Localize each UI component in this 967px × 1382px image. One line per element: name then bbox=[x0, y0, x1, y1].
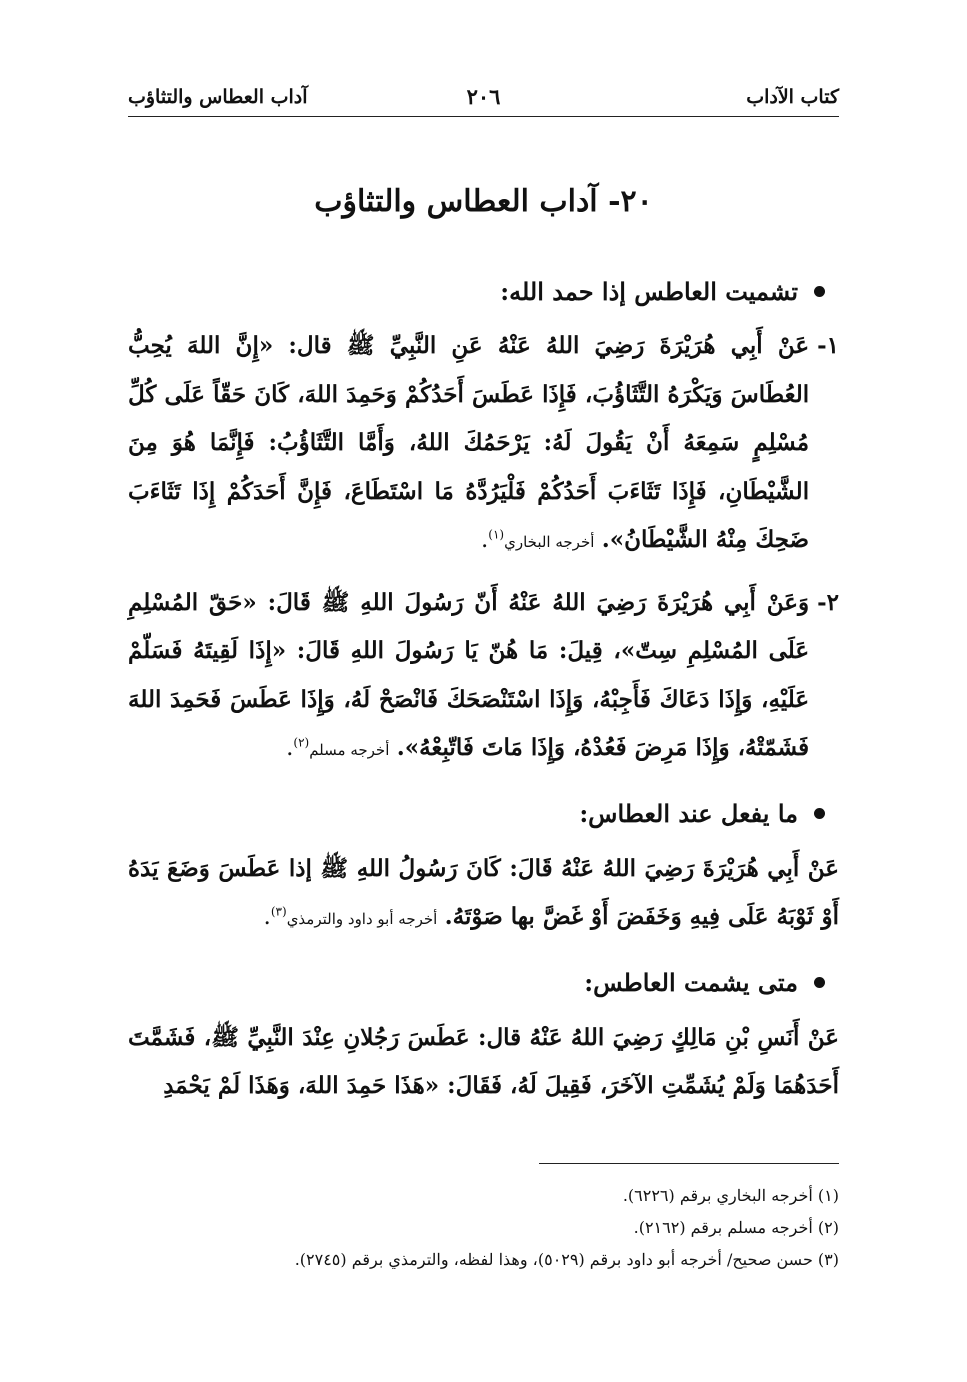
footnote-2: (٢) أخرجه مسلم برقم (٢١٦٢). bbox=[633, 1218, 839, 1237]
footnote-1: (١) أخرجه البخاري برقم (٦٢٢٦). bbox=[622, 1186, 839, 1205]
hadith-text: عَنْ أَبِي هُرَيْرَةَ رَضِيَ اللهُ عَنْهُ عَنِ النَّبِيِّ ﷺ قال: «إِنَّ اللهَ يُحِبُّ العُطَاسَ وَيَكْرَهُ التَّثَاؤُبَ، فَإِذَا عَطَسَ أَحَدُكُمْ وَحَمِدَ اللهَ، كَانَ حَقّاً عَلَى كُلِّ مُسْلِمٍ سَمِعَهُ أَنْ يَقُولَ لَهُ: يَرْحَمُكَ اللهُ، وَأَمَّا التَّثَاؤُبُ: فَإِنَّمَا هُوَ مِنَ الشَّيْطَانِ، فَإِذَا تَثَاءَبَ أَحَدُكُمْ فَلْيَرُدَّهُ مَا اسْتَطَاعَ، فَإِنَّ أَحَدَكُمْ إِذَا تَثَاءَبَ ضَحِكَ مِنْهُ الشَّيْطَانُ». bbox=[128, 332, 810, 553]
hadith-number: ١- bbox=[817, 332, 839, 359]
section-heading-3 bbox=[128, 960, 839, 1006]
footnotes bbox=[128, 1180, 839, 1276]
hadith-text: وَعَنْ أَبِي هُرَيْرَةَ رَضِيَ اللهُ عَنْهُ أَنّ رَسُولَ اللهِ ﷺ قَالَ: «حَقّ المُسْلِمِ عَلَى المُسْلِمِ سِتّ»، قِيلَ: مَا هُنّ يَا رَسُولَ اللهِ قَالَ: «إِذَا لَقِيتَهُ فَسَلّمْ عَلَيْهِ، وَإِذَا دَعَاكَ فَأَجِبْهُ، وَإِذَا اسْتَنْصَحَكَ فَانْصَحْ لَهُ، وَإِذَا عَطَسَ فَحَمِدَ اللهَ فَشَمّتْهُ، وَإِذَا مَرِضَ فَعُدْهُ، وَإِذَا مَاتَ فَاتّبِعْهُ». bbox=[128, 588, 810, 761]
hadith-text: عَنْ أَبِي هُرَيْرَةَ رَضِيَ اللهُ عَنْهُ قَالَ: كَانَ رَسُولُ اللهِ ﷺ إذا عَطَسَ وَضَعَ يَدَهُ أَوْ ثَوْبَهُ عَلَى فِيهِ وَخَفَضَ أَوْ غَضَّ بها صَوْتَهُ. bbox=[128, 854, 839, 930]
section-heading-2 bbox=[128, 791, 839, 837]
chapter-title: ٢٠- آداب العطاس والتثاؤب bbox=[314, 184, 653, 219]
section-heading-text: تشميت العاطس إذا حمد الله: bbox=[500, 276, 798, 306]
hadith-3: عَنْ أَبِي هُرَيْرَةَ رَضِيَ اللهُ عَنْهُ قَالَ: كَانَ رَسُولُ اللهِ ﷺ إذا عَطَسَ وَضَعَ يَدَهُ أَوْ ثَوْبَهُ عَلَى فِيهِ وَخَفَضَ أَوْ غَضَّ بها صَوْتَهُ. أخرجه أبو داود والترمذي$^{(٣)}$. bbox=[128, 854, 839, 930]
footnote-3: (٣) حسن صحيح/ أخرجه أبو داود برقم (٥٠٢٩)، وهذا لفظه، والترمذي برقم (٢٧٤٥). bbox=[294, 1250, 839, 1269]
running-header bbox=[128, 84, 839, 117]
page-number: ٢٠٦ bbox=[466, 84, 501, 109]
footnote-ref: (٢) bbox=[293, 735, 310, 750]
page-body bbox=[128, 268, 839, 1111]
header-book-title: كتاب الآداب bbox=[746, 86, 839, 108]
hadith-source: أخرجه البخاري bbox=[504, 533, 595, 551]
bullet-icon bbox=[814, 286, 825, 297]
bullet-icon bbox=[814, 977, 825, 988]
section-heading-text: متى يشمت العاطس: bbox=[584, 968, 798, 997]
footnote-ref: (٣) bbox=[270, 904, 287, 919]
hadith-1: ١- عَنْ أَبِي هُرَيْرَةَ رَضِيَ اللهُ عَنْهُ عَنِ النَّبِيِّ ﷺ قال: «إِنَّ اللهَ يُحِبُّ العُطَاسَ وَيَكْرَهُ التَّثَاؤُبَ، فَإِذَا عَطَسَ أَحَدُكُمْ وَحَمِدَ اللهَ، كَانَ حَقّاً عَلَى كُلِّ مُسْلِمٍ سَمِعَهُ أَنْ يَقُولَ لَهُ: يَرْحَمُكَ اللهُ، وَأَمَّا التَّثَاؤُبُ: فَإِنَّمَا هُوَ مِنَ الشَّيْطَانِ، فَإِذَا تَثَاءَبَ أَحَدُكُمْ فَلْيَرُدَّهُ مَا اسْتَطَاعَ، فَإِنَّ أَحَدَكُمْ إِذَا تَثَاءَبَ ضَحِكَ مِنْهُ الشَّيْطَانُ». أخرجه البخاري$^{(١)}$. bbox=[128, 322, 839, 567]
bullet-icon bbox=[814, 808, 825, 819]
footnote-ref: (١) bbox=[488, 527, 505, 542]
hadith-source: أخرجه مسلم bbox=[309, 741, 390, 759]
section-heading-1 bbox=[128, 268, 839, 314]
hadith-4 bbox=[128, 1014, 839, 1111]
header-chapter-title: آداب العطاس والتثاؤب bbox=[128, 86, 308, 108]
section-heading-text: ما يفعل عند العطاس: bbox=[579, 799, 798, 828]
hadith-2: ٢- وَعَنْ أَبِي هُرَيْرَةَ رَضِيَ اللهُ عَنْهُ أَنّ رَسُولَ اللهِ ﷺ قَالَ: «حَقّ المُسْلِمِ عَلَى المُسْلِمِ سِتّ»، قِيلَ: مَا هُنّ يَا رَسُولَ اللهِ قَالَ: «إِذَا لَقِيتَهُ فَسَلّمْ عَلَيْهِ، وَإِذَا دَعَاكَ فَأَجِبْهُ، وَإِذَا اسْتَنْصَحَكَ فَانْصَحْ لَهُ، وَإِذَا عَطَسَ فَحَمِدَ اللهَ فَشَمّتْهُ، وَإِذَا مَرِضَ فَعُدْهُ، وَإِذَا مَاتَ فَاتّبِعْهُ». أخرجه مسلم$^{(٢)}$. bbox=[128, 579, 839, 775]
hadith-text: عَنْ أَنَسِ بْنِ مَالِكٍ رَضِيَ اللهُ عَنْهُ قال: عَطَسَ رَجُلانِ عِنْدَ النَّبِيِّ ﷺ، فَشَمَّتَ أَحَدَهُمَا وَلَمْ يُشَمِّتِ الآخَرَ، فَقِيلَ لَهُ، فَقَالَ: «هَذَا حَمِدَ اللهَ، وَهَذَا لَمْ يَحْمَدِ bbox=[128, 1023, 839, 1099]
footnote-divider bbox=[539, 1163, 839, 1164]
hadith-number: ٢- bbox=[817, 588, 839, 616]
hadith-source: أخرجه أبو داود والترمذي bbox=[286, 910, 438, 928]
